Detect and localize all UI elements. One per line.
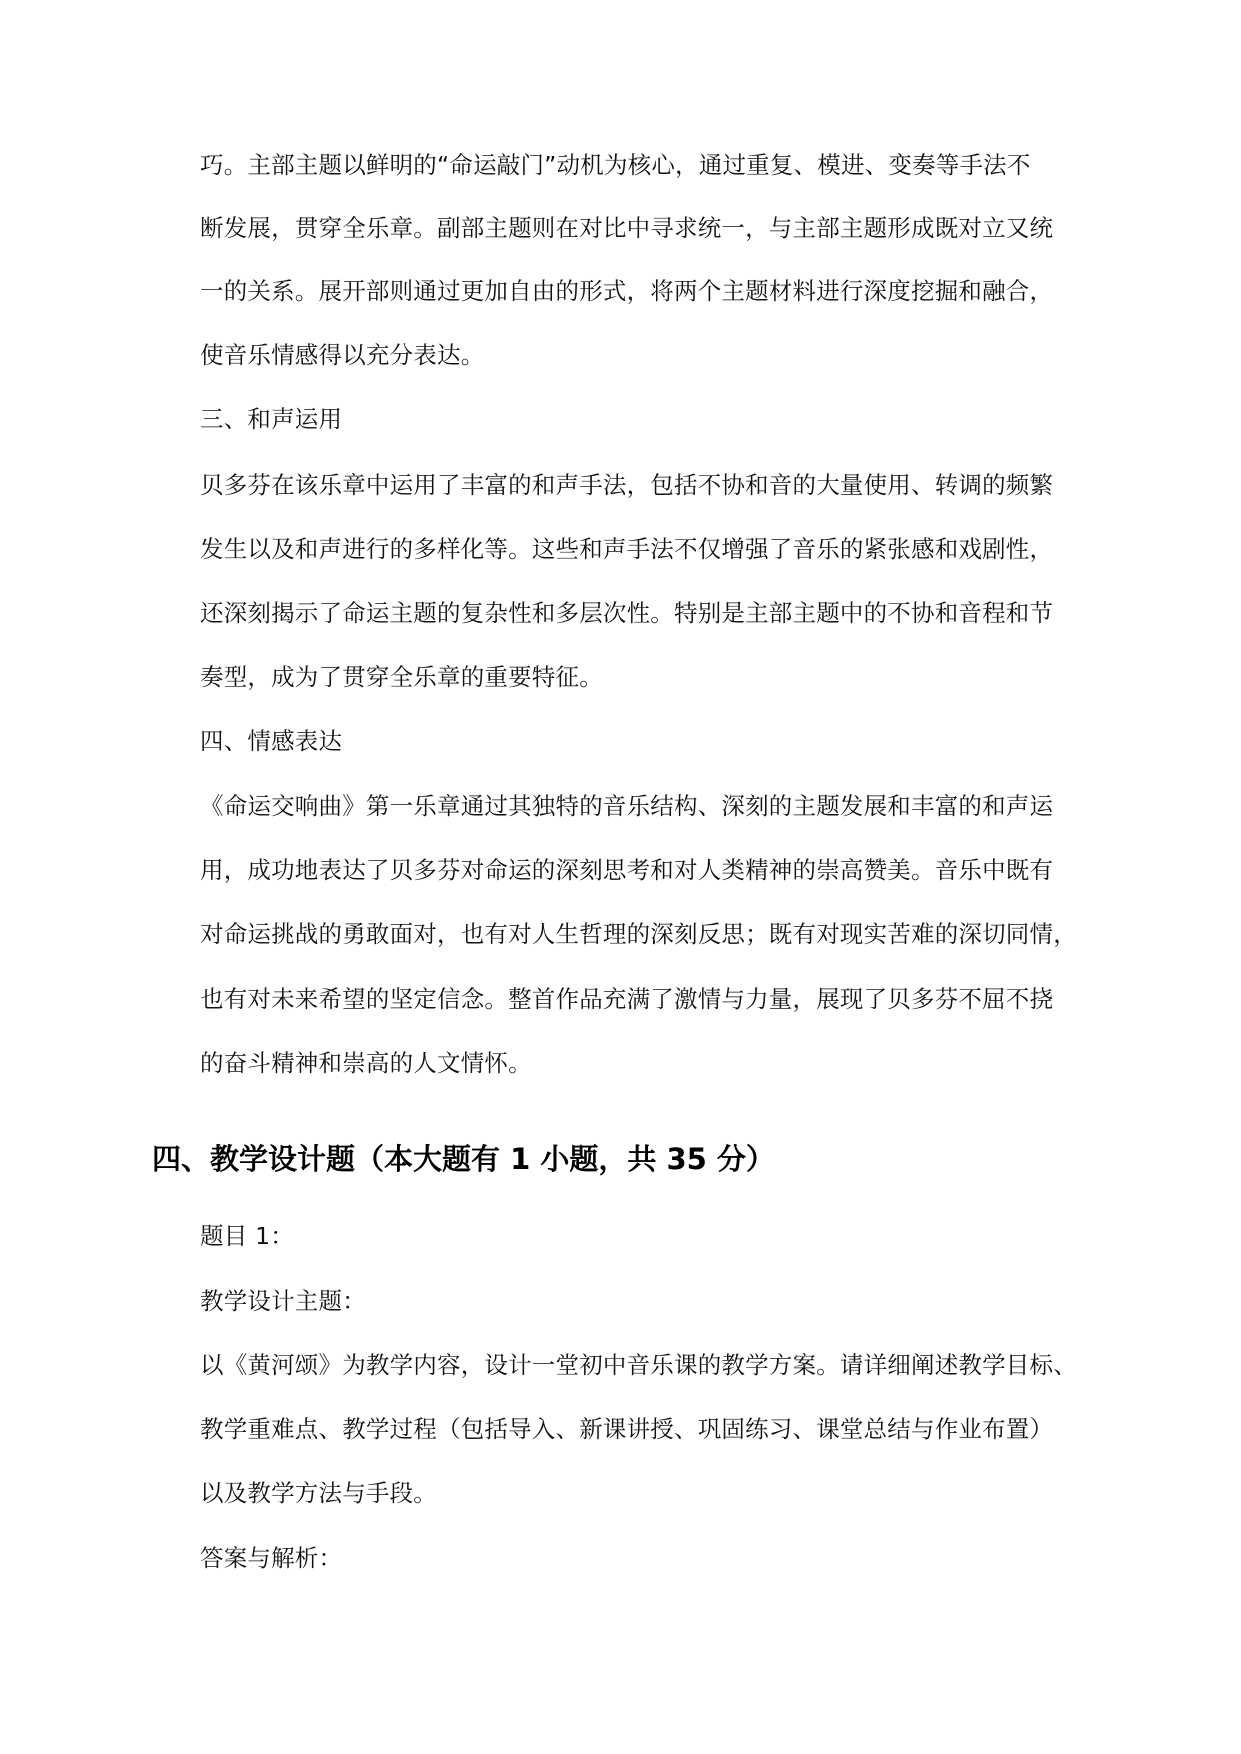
paragraph-line: 用，成功地表达了贝多芬对命运的深刻思考和对人类精神的崇高赞美。音乐中既有 <box>200 856 1054 884</box>
paragraph-line: 对命运挑战的勇敢面对，也有对人生哲理的深刻反思；既有对现实苦难的深切同情， <box>200 920 1077 948</box>
section-heading: 四、教学设计题（本大题有 1 小题，共 35 分） <box>152 1142 775 1176</box>
question-topic-label: 教学设计主题： <box>200 1287 366 1315</box>
paragraph-line: 贝多芬在该乐章中运用了丰富的和声手法，包括不协和音的大量使用、转调的频繁 <box>200 471 1054 499</box>
paragraph-line: 奏型，成为了贯穿全乐章的重要特征。 <box>200 663 603 691</box>
question-number: 题目 1： <box>200 1222 294 1250</box>
paragraph-line: 《命运交响曲》第一乐章通过其独特的音乐结构、深刻的主题发展和丰富的和声运 <box>200 792 1054 820</box>
paragraph-line: 的奋斗精神和崇高的人文情怀。 <box>200 1049 532 1077</box>
paragraph-line: 还深刻揭示了命运主题的复杂性和多层次性。特别是主部主题中的不协和音程和节 <box>200 599 1054 627</box>
subheading-harmony: 三、和声运用 <box>200 405 343 433</box>
paragraph-line: 使音乐情感得以充分表达。 <box>200 341 485 369</box>
question-text-line: 以《黄河颂》为教学内容，设计一堂初中音乐课的教学方案。请详细阐述教学目标、 <box>200 1351 1077 1379</box>
subheading-emotion: 四、情感表达 <box>200 727 343 755</box>
question-text-line: 以及教学方法与手段。 <box>200 1479 437 1507</box>
paragraph-line: 断发展，贯穿全乐章。副部主题则在对比中寻求统一，与主部主题形成既对立又统 <box>200 214 1054 242</box>
paragraph-line: 也有对未来希望的坚定信念。整首作品充满了激情与力量，展现了贝多芬不屈不挠 <box>200 985 1054 1013</box>
paragraph-line: 一的关系。展开部则通过更加自由的形式，将两个主题材料进行深度挖掘和融合， <box>200 277 1054 305</box>
paragraph-line: 巧。主部主题以鲜明的“命运敲门”动机为核心，通过重复、模进、变奏等手法不 <box>200 151 1031 179</box>
question-text-line: 教学重难点、教学过程（包括导入、新课讲授、巩固练习、课堂总结与作业布置） <box>200 1415 1054 1443</box>
paragraph-line: 发生以及和声进行的多样化等。这些和声手法不仅增强了音乐的紧张感和戏剧性， <box>200 535 1054 563</box>
answer-label: 答案与解析： <box>200 1544 343 1572</box>
